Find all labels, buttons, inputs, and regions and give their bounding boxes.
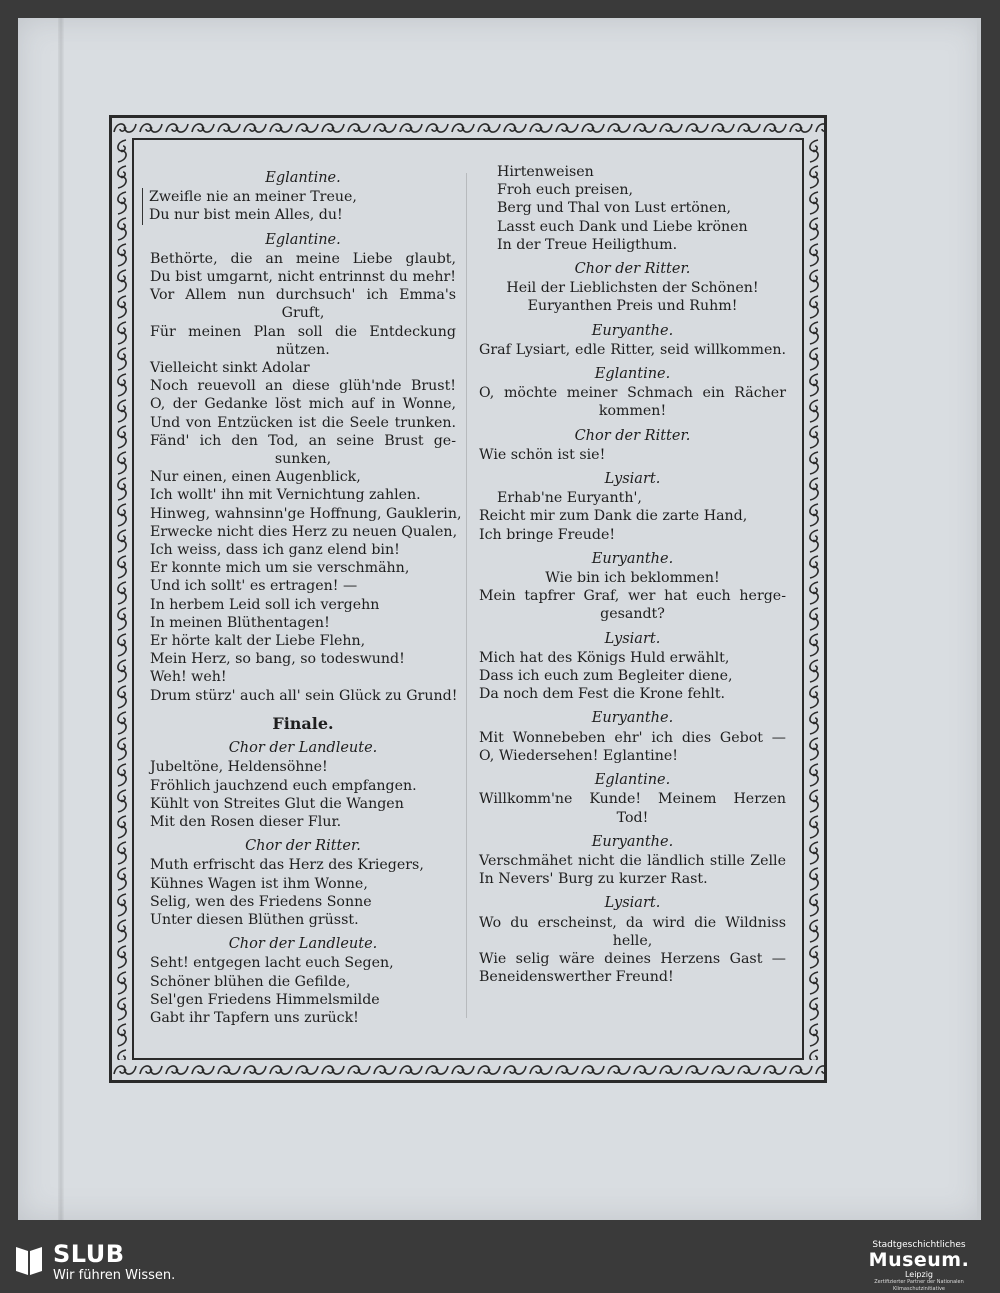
speaker-name: Lysiart. [604,630,661,647]
verse-line: Dass ich euch zum Begleiter diene, [479,668,733,685]
verse-line: Gabt ihr Tapfern uns zurück! [150,1009,359,1026]
verse-line: Mich hat des Königs Huld erwählt, [479,649,730,666]
verse-line: Ich wollt' ihn mit Vernichtung zahlen. [150,487,421,504]
verse-line: gesandt? [600,606,665,623]
verse-line: Graf Lysiart, edle Ritter, seid willkommen. [479,341,786,358]
ornament-border-left [112,138,132,1060]
speaker-name: Eglantine. [594,772,671,789]
speaker-name: Eglantine. [594,366,671,383]
libretto-right-column [479,163,786,986]
speaker-name: Chor der Landleute. [228,936,378,953]
verse-line: Jubeltöne, Heldensöhne! [150,759,328,776]
verse-line: In der Treue Heiligthum. [497,236,678,253]
verse-line: Ich bringe Freude! [479,526,616,543]
ornament-border-right [804,138,824,1060]
verse-line: kommen! [598,403,667,420]
verse-line: Hinweg, wahnsinn'ge Hoffnung, Gauklerin, [150,505,462,522]
speaker-name: Euryanthe. [591,710,674,727]
page-fold-shadow [58,18,64,1220]
verse-line: Tod! [616,809,649,826]
verse-line: Reicht mir zum Dank die zarte Hand, [479,508,748,525]
speaker-name: Chor der Ritter. [245,838,361,855]
verse-line: Schöner blühen die Gefilde, [150,973,351,990]
verse-line: Fröhlich jauchzend euch empfangen. [150,777,417,794]
slub-book-icon [14,1243,44,1277]
verse-line: Hirtenweisen [497,164,594,180]
slub-tagline: Wir führen Wissen. [53,1268,176,1283]
verse-line: Froh euch preisen, [497,182,634,199]
verse-line: Mein tapfrer Graf, wer hat euch herge- [479,588,786,605]
verse-line: sunken, [274,451,332,468]
verse-line: Heil der Lieblichsten der Schönen! [506,280,759,297]
verse-line: Erwecke nicht dies Herz zu neuen Qualen, [150,523,458,540]
column-divider [466,173,467,1018]
verse-line: Unter diesen Blüthen grüsst. [150,911,359,928]
speaker-name: Chor der Ritter. [574,427,691,444]
verse-line: Mit den Rosen dieser Flur. [150,813,342,830]
verse-line: Du bist umgarnt, nicht entrinnst du mehr! [150,269,456,286]
verse-line: In Nevers' Burg zu kurzer Rast. [479,871,708,888]
verse-line: Berg und Thal von Lust ertönen, [497,200,732,217]
verse-line: Er konnte mich um sie verschmähn, [150,560,410,577]
verse-line: Und ich sollt' es ertragen! — [150,578,358,595]
museum-logo [854,1240,984,1293]
libretto-left-column [149,163,462,1027]
verse-line: Noch reuevoll an diese glüh'nde Brust! [150,378,456,395]
ornament-border-top [112,118,824,138]
verse-line: Mit Wonnebeben ehr' ich dies Gebot — [479,729,786,746]
verse-line: O, Wiedersehen! Eglantine! [479,747,678,764]
slub-wordmark: SLUB [53,1240,125,1268]
verse-line: Da noch dem Fest die Krone fehlt. [479,686,726,703]
verse-line: Sel'gen Friedens Himmelsmilde [150,991,380,1008]
page-edge [977,18,981,1220]
verse-line: In meinen Blüthentagen! [150,614,330,631]
verse-line: Ich weiss, dass ich ganz elend bin! [150,542,400,559]
museum-top-label: Stadtgeschichtliches [872,1240,966,1250]
verse-line: Beneidenswerther Freund! [479,969,674,986]
verse-line: Für meinen Plan soll die Entdeckung [150,323,456,340]
verse-line: Muth erfrischt das Herz des Kriegers, [150,857,424,874]
verse-line: Du nur bist mein Alles, du! [142,206,456,224]
speaker-name: Lysiart. [604,471,661,488]
verse-line: Wie schön ist sie! [479,446,606,463]
verse-line: O, der Gedanke löst mich auf in Wonne, [150,396,456,413]
verse-line: Vielleicht sinkt Adolar [150,360,310,377]
verse-line: Kühlt von Streites Glut die Wangen [150,795,404,812]
verse-line: Vor Allem nun durchsuch' ich Emma's [150,287,456,304]
speaker-name: Eglantine. [265,170,341,186]
ornament-border-bottom [112,1060,824,1080]
verse-line: Drum stürz' auch all' sein Glück zu Grund! [150,687,458,704]
speaker-name: Chor der Ritter. [574,261,691,278]
verse-line: Euryanthen Preis und Ruhm! [527,298,738,315]
speaker-name: Lysiart. [604,895,661,912]
verse-line: Lasst euch Dank und Liebe krönen [497,218,748,235]
speaker-name: Euryanthe. [591,833,674,850]
verse-line: Weh! weh! [150,669,227,686]
viewer-footer [0,1237,1000,1292]
verse-line: O, möchte meiner Schmach ein Rächer [479,385,786,402]
verse-line: Wie bin ich beklommen! [545,570,720,587]
speaker-name: Euryanthe. [591,550,674,567]
verse-line: Willkomm'ne Kunde! Meinem Herzen [479,791,786,808]
verse-line: Er hörte kalt der Liebe Flehn, [150,633,366,650]
verse-line: Kühnes Wagen ist ihm Wonne, [150,875,368,892]
verse-line: Und von Entzücken ist die Seele trunken. [150,414,456,431]
verse-line: Selig, wen des Friedens Sonne [150,893,372,910]
speaker-name: Eglantine. [265,231,341,248]
scanned-page [18,18,981,1220]
verse-line: Wo du erscheinst, da wird die Wildniss [479,914,786,931]
speaker-name: Chor der Landleute. [228,740,378,757]
verse-line: Nur einen, einen Augenblick, [150,469,361,486]
verse-line: Zweifle nie an meiner Treue, [142,188,456,206]
verse-line: Wie selig wäre deines Herzens Gast — [479,950,786,967]
verse-line: Mein Herz, so bang, so todeswund! [150,651,405,668]
verse-line: Fänd' ich den Tod, an seine Brust ge- [150,432,456,449]
section-heading: Finale. [272,713,334,733]
museum-certificate: Zertifizierter Partner der Nationalen Klimaschutzinitiative [874,1279,964,1292]
ornamental-frame [109,115,827,1083]
verse-line: Gruft, [281,305,325,322]
verse-line: Seht! entgegen lacht euch Segen, [150,955,394,972]
verse-line: nützen. [276,341,330,358]
verse-line: Erhab'ne Euryanth', [497,490,642,507]
verse-line: Verschmähet nicht die ländlich stille Zelle [479,852,786,869]
verse-line: Bethörte, die an meine Liebe glaubt, [150,250,456,267]
verse-line: In herbem Leid soll ich vergehn [150,596,380,613]
museum-name: Museum. [868,1249,970,1271]
verse-line: helle, [612,932,653,949]
museum-city: Leipzig [904,1270,934,1279]
speaker-name: Euryanthe. [591,322,674,339]
